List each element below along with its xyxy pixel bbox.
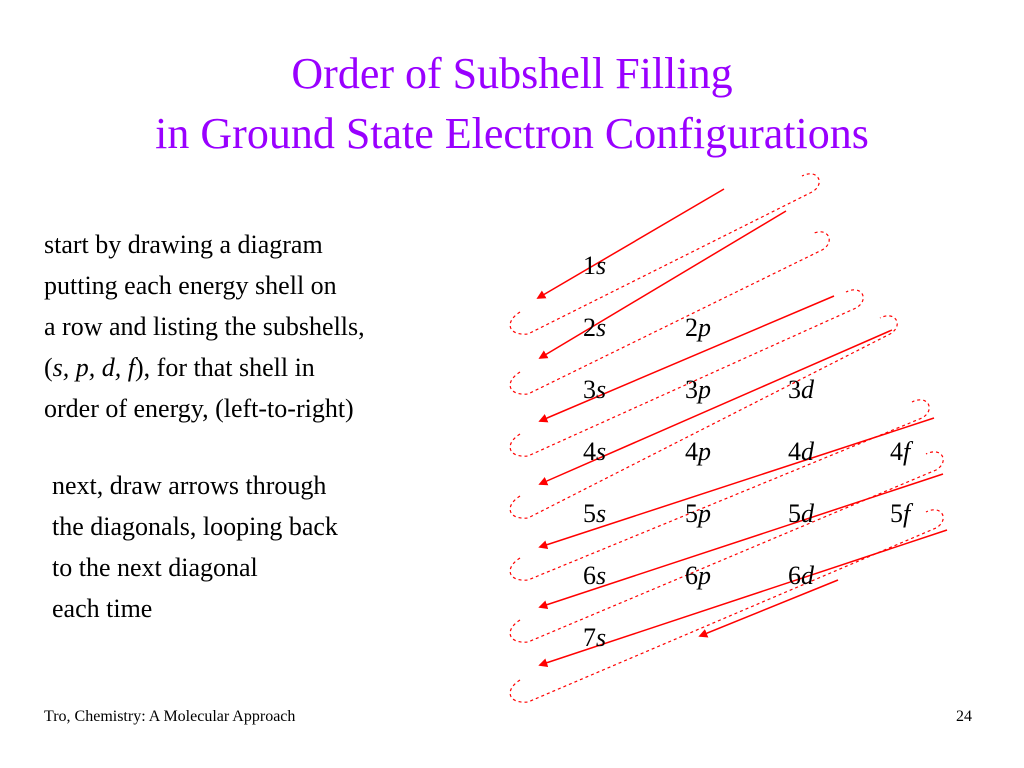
subshell-number: 5 [890,499,903,528]
loop-back-4 [510,316,897,518]
subshell-number: 6 [685,561,698,590]
subshell-letter: s [596,561,607,590]
subshell-number: 4 [890,437,903,466]
subshell-number: 5 [788,499,801,528]
subshell-letter: p [698,375,711,404]
subshell-4f [890,439,910,465]
subshell-letter: p [698,561,711,590]
subshell-number: 4 [788,437,801,466]
subshell-number: 6 [583,561,596,590]
subshell-6p [685,563,711,589]
subshell-letter: d [801,499,814,528]
subshell-6d [788,563,814,589]
subshell-5s [583,501,606,527]
step1-line4-open: ( [44,353,53,382]
step2-line2: the diagonals, looping back [52,512,338,541]
subshell-letter: p [698,499,711,528]
diagonal-arrow-1 [538,189,724,298]
subshell-number: 7 [583,623,596,652]
subshell-letter: d [801,375,814,404]
loop-back-6 [510,452,943,642]
loop-back-1 [510,174,819,334]
subshell-letter: s [596,623,607,652]
step2-line3: to the next diagonal [52,553,258,582]
subshell-letter: p [698,313,711,342]
subshell-letter: s [596,251,607,280]
subshell-number: 3 [788,375,801,404]
diagonal-arrow-2 [540,211,786,358]
subshell-number: 6 [788,561,801,590]
subshell-letter: d [801,437,814,466]
subshell-3d [788,377,814,403]
loop-back-2 [510,232,829,394]
subshell-4p [685,439,711,465]
subshell-number: 2 [583,313,596,342]
loop-backs [510,174,943,702]
subshell-5d [788,501,814,527]
page-number: 24 [956,708,972,725]
subshell-7s [583,625,606,651]
subshell-number: 5 [685,499,698,528]
loop-back-5 [510,400,929,580]
subshell-number: 5 [583,499,596,528]
subshell-letter: f [903,499,911,528]
step1-line5: order of energy, (left-to-right) [44,394,354,423]
subshell-2s [583,315,606,341]
subshell-number: 4 [685,437,698,466]
subshell-3p [685,377,711,403]
subshell-letter: s [596,313,607,342]
subshell-number: 1 [583,251,596,280]
subshell-letter: s [596,437,607,466]
subshell-number: 2 [685,313,698,342]
subshell-4s [583,439,606,465]
step2-line1: next, draw arrows through [52,471,327,500]
step2-line4: each time [52,594,153,623]
subshell-number: 3 [685,375,698,404]
subshell-letter: f [903,437,911,466]
subshell-3s [583,377,606,403]
subshell-letter: d [801,561,814,590]
subshell-4d [788,439,814,465]
subshell-letter: p [698,437,711,466]
subshell-2p [685,315,711,341]
loop-back-7 [510,510,943,702]
subshell-6s [583,563,606,589]
step1-line1: start by drawing a diagram [44,230,323,259]
slide-title-line1: Order of Subshell Filling [291,49,733,98]
slide-title-line2: in Ground State Electron Configurations [155,109,869,158]
footer-source: Tro, Chemistry: A Molecular Approach [44,708,296,725]
subshell-number: 3 [583,375,596,404]
subshell-1s [583,253,606,279]
step1-line4-close: ), for that shell in [135,353,315,382]
step1-line4-letters: s, p, d, f [52,353,136,382]
subshell-letter: s [596,499,607,528]
subshell-letter: s [596,375,607,404]
subshell-number: 4 [583,437,596,466]
subshell-5f [890,501,910,527]
step1-line2: putting each energy shell on [44,271,337,300]
step1-line3: a row and listing the subshells, [44,312,365,341]
subshell-5p [685,501,711,527]
